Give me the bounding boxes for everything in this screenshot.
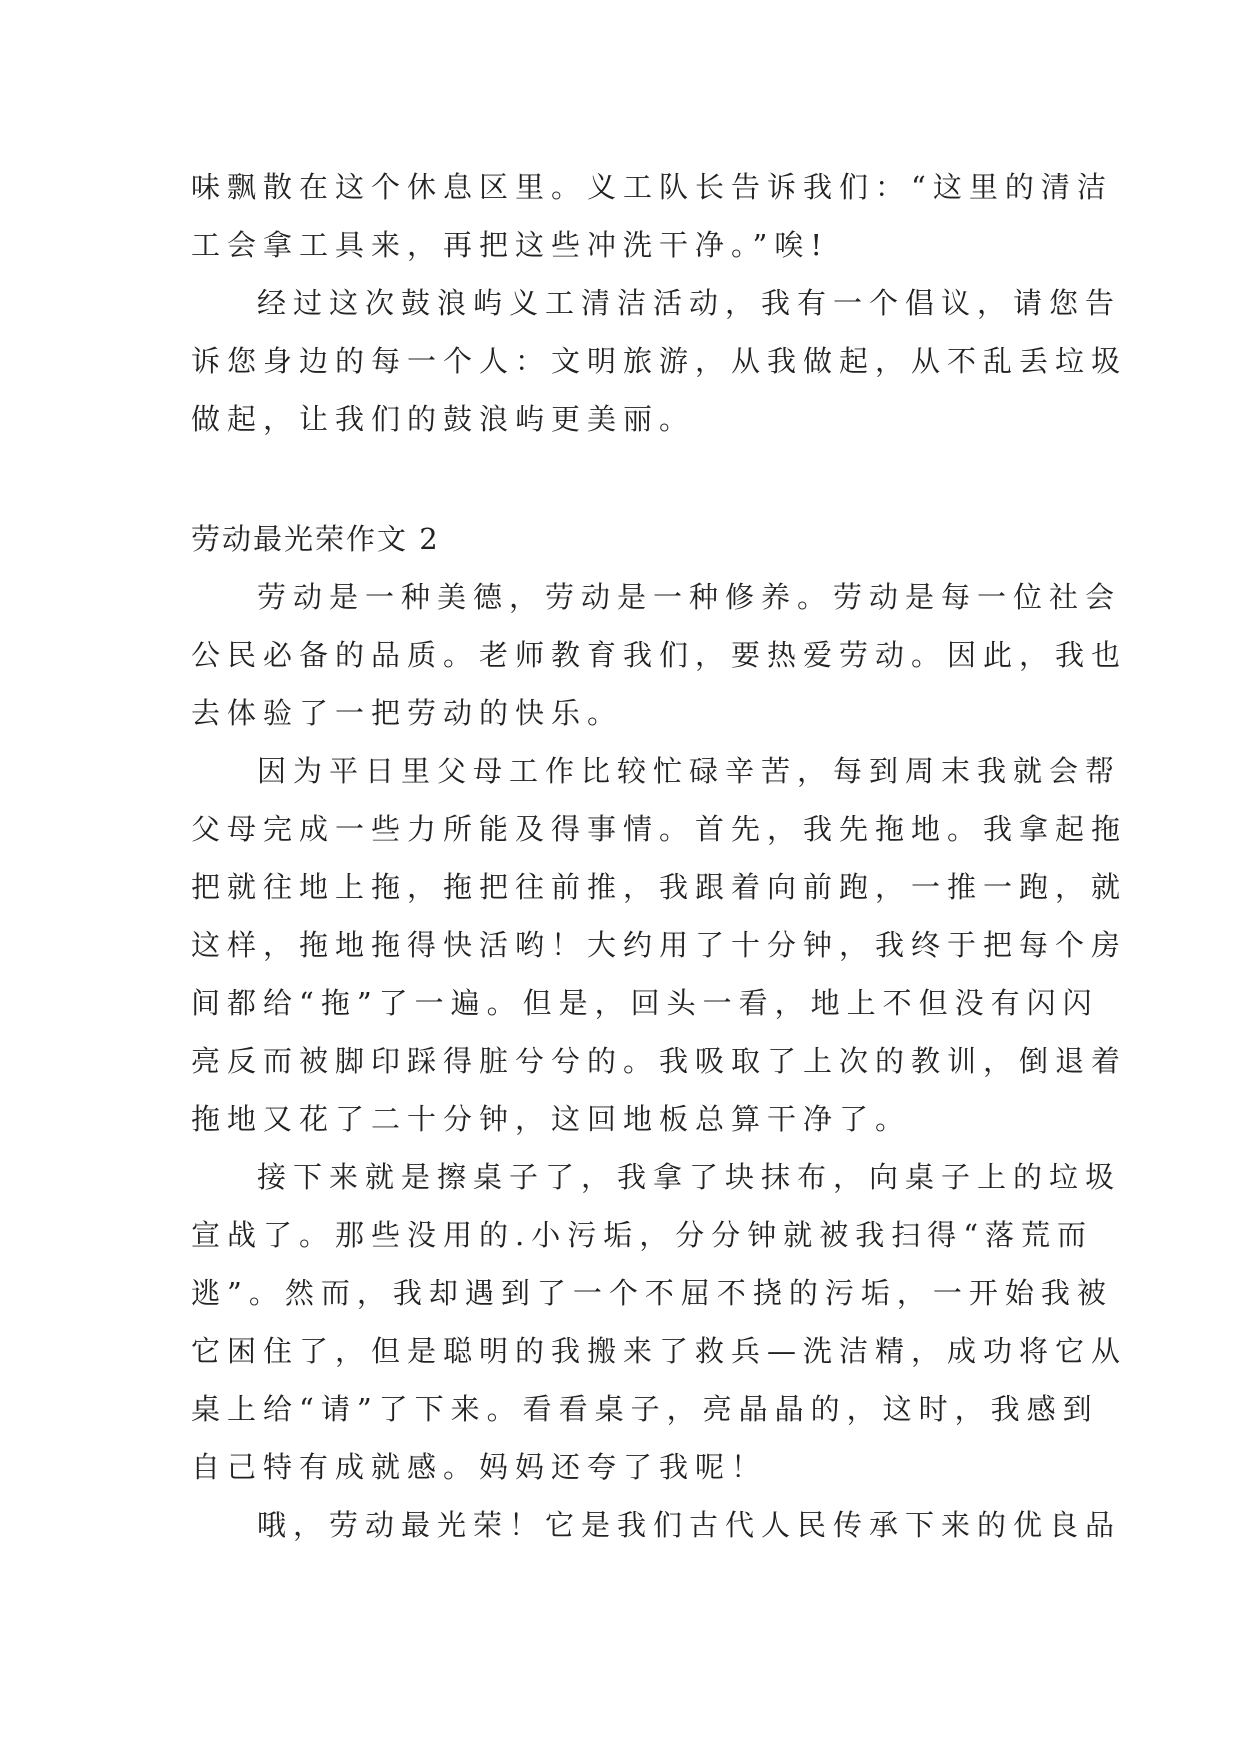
text-line: 劳动是一种美德，劳动是一种修养。劳动是每一位社会	[257, 580, 1122, 614]
text-line: 工会拿工具来，再把这些冲洗干净。”唉!	[191, 228, 829, 262]
text-line: 诉您身边的每一个人：文明旅游，从我做起，从不乱丢垃圾	[191, 344, 1128, 378]
text-line: 做起，让我们的鼓浪屿更美丽。	[191, 402, 696, 436]
text-line: 把就往地上拖，拖把往前推，我跟着向前跑，一推一跑，就	[191, 870, 1128, 904]
paragraph-3	[191, 1148, 1128, 1496]
text-line: 宣战了。那些没用的.小污垢，分分钟就被我扫得“落荒而	[191, 1218, 1094, 1252]
continued-paragraph	[191, 158, 1113, 274]
text-line: 间都给“拖”了一遍。但是，回头一看，地上不但没有闪闪	[191, 986, 1099, 1020]
text-line: 经过这次鼓浪屿义工清洁活动，我有一个倡议，请您告	[257, 286, 1122, 320]
essay-text	[191, 158, 1128, 1554]
text-line: 哦，劳动最光荣！它是我们古代人民传承下来的优良品	[257, 1508, 1122, 1542]
text-line: 接下来就是擦桌子了，我拿了块抹布，向桌子上的垃圾	[257, 1160, 1122, 1194]
text-line: 拖地又花了二十分钟，这回地板总算干净了。	[191, 1102, 912, 1136]
text-line: 味飘散在这个休息区里。义工队长告诉我们：“这里的清洁	[191, 170, 1113, 204]
text-line: 公民必备的品质。老师教育我们，要热爱劳动。因此，我也	[191, 638, 1128, 672]
text-line: 逃”。然而，我却遇到了一个不屈不挠的污垢，一开始我被	[191, 1276, 1113, 1310]
closing-paragraph	[191, 274, 1128, 448]
text-line: 它困住了，但是聪明的我搬来了救兵—洗洁精，成功将它从	[191, 1334, 1128, 1368]
text-line: 这样，拖地拖得快活哟！大约用了十分钟，我终于把每个房	[191, 928, 1128, 962]
paragraph-2	[191, 742, 1128, 1148]
essay-title: 劳动最光荣作文 2	[191, 522, 440, 556]
text-line: 亮反而被脚印踩得脏兮兮的。我吸取了上次的教训，倒退着	[191, 1044, 1128, 1078]
section-gap	[191, 448, 1051, 510]
paragraph-1	[191, 568, 1128, 742]
text-line: 自己特有成就感。妈妈还夸了我呢！	[191, 1450, 768, 1484]
text-line: 因为平日里父母工作比较忙碌辛苦，每到周末我就会帮	[257, 754, 1122, 788]
text-line: 去体验了一把劳动的快乐。	[191, 696, 624, 730]
text-line: 父母完成一些力所能及得事情。首先，我先拖地。我拿起拖	[191, 812, 1128, 846]
text-line: 桌上给“请”了下来。看看桌子，亮晶晶的，这时，我感到	[191, 1392, 1099, 1426]
paragraph-4	[191, 1496, 1122, 1554]
